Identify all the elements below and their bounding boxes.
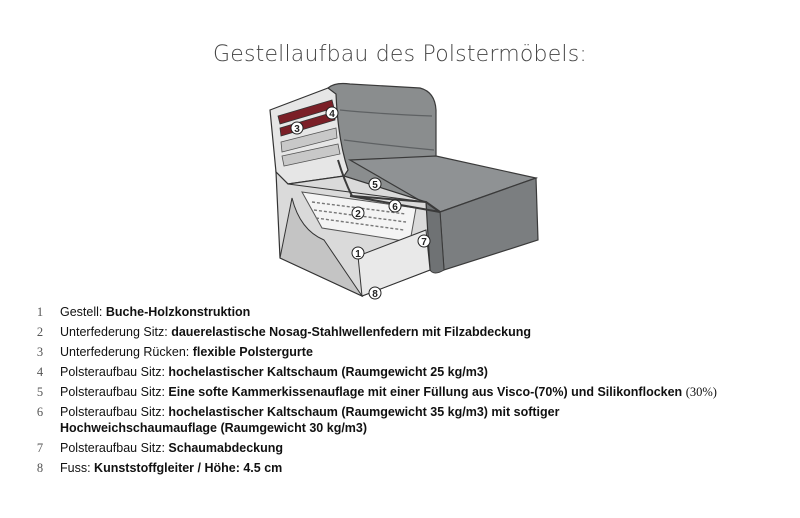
legend-value: hochelastischer Kaltschaum (Raumgewicht 35 kg/m3) mit softiger xyxy=(168,405,560,419)
legend-number: 8 xyxy=(36,461,44,475)
legend-item xyxy=(34,342,794,362)
legend-number: 5 xyxy=(36,385,44,399)
legend-number: 6 xyxy=(36,405,44,419)
svg-text:7: 7 xyxy=(421,237,427,248)
legend-number: 2 xyxy=(36,325,44,339)
legend-label: Fuss: xyxy=(60,461,91,475)
svg-text:5: 5 xyxy=(372,180,378,191)
svg-text:3: 3 xyxy=(294,124,300,135)
legend-value: Schaumabdeckung xyxy=(168,441,284,455)
legend-label: Gestell: xyxy=(60,305,103,319)
svg-text:2: 2 xyxy=(355,209,361,220)
legend-item xyxy=(34,402,794,438)
legend-item xyxy=(34,362,794,382)
legend-item xyxy=(34,458,794,478)
legend-label: Polsteraufbau Sitz: xyxy=(60,441,165,455)
svg-text:4: 4 xyxy=(329,109,335,120)
legend-number: 1 xyxy=(36,305,44,319)
legend-label: Unterfederung Rücken: xyxy=(60,345,190,359)
legend-item xyxy=(34,302,794,322)
legend-item xyxy=(34,438,794,458)
legend-number: 3 xyxy=(36,345,44,359)
legend-number: 7 xyxy=(36,441,44,455)
legend-list xyxy=(34,302,794,478)
legend-extra: (30%) xyxy=(685,385,717,399)
legend-value: hochelastischer Kaltschaum (Raumgewicht 25 kg/m3) xyxy=(168,365,488,379)
legend-value: Kunststoffgleiter / Höhe: 4.5 cm xyxy=(94,461,283,475)
legend-item xyxy=(34,382,794,402)
legend-value: Eine softe Kammerkissenauflage mit einer Füllung aus Visco-(70%) und Silikonflocken xyxy=(168,385,683,399)
svg-text:8: 8 xyxy=(372,289,378,300)
svg-text:1: 1 xyxy=(355,249,361,260)
legend-item xyxy=(34,322,794,342)
legend-continuation: Hochweichschaumauflage (Raumgewicht 30 kg/m3) xyxy=(60,421,368,435)
legend-value: flexible Polstergurte xyxy=(192,345,313,359)
legend-label: Unterfederung Sitz: xyxy=(60,325,168,339)
legend-value: Buche-Holzkonstruktion xyxy=(105,305,251,319)
legend-number: 4 xyxy=(36,365,44,379)
svg-text:6: 6 xyxy=(392,202,398,213)
legend-label: Polsteraufbau Sitz: xyxy=(60,405,165,419)
callout-8 xyxy=(369,287,381,300)
legend-label: Polsteraufbau Sitz: xyxy=(60,365,165,379)
legend-label: Polsteraufbau Sitz: xyxy=(60,385,165,399)
legend-value: dauerelastische Nosag-Stahlwellenfedern mit Filzabdeckung xyxy=(171,325,532,339)
sofa-cutaway-illustration xyxy=(240,80,550,305)
diagram-title: Gestellaufbau des Polstermöbels: xyxy=(212,42,588,67)
